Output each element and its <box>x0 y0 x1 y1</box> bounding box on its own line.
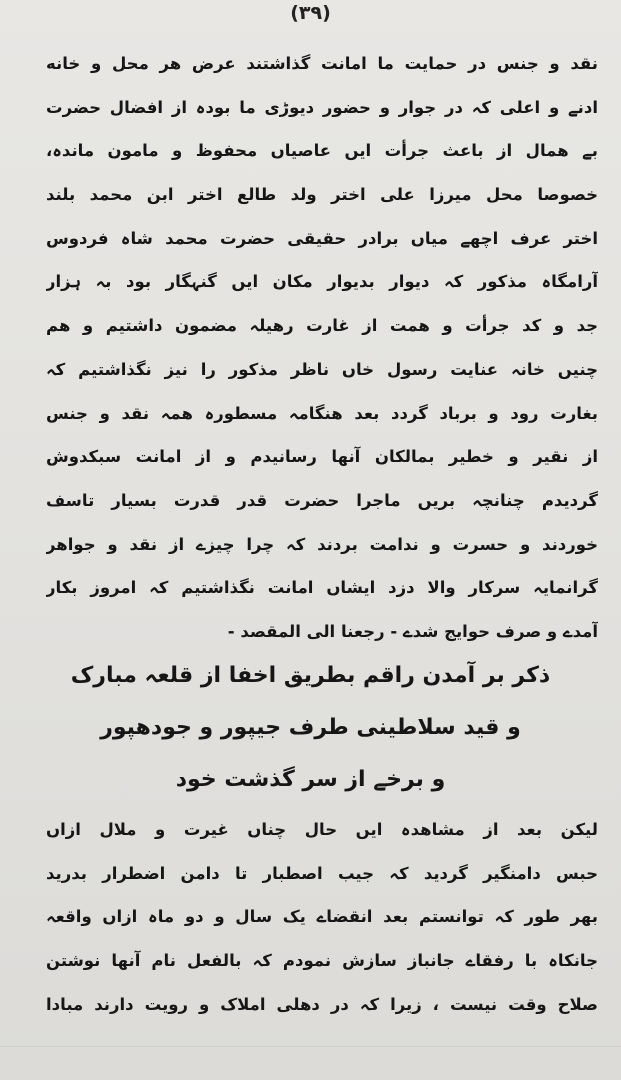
text-line: صلاح وقت نیست ، زیرا کہ در دهلی املاک و رویت دارند مبادا <box>46 994 598 1014</box>
text-line: از نقیر و خطیر بمالکان آنها رسانیدم و از امانت سبکدوش <box>46 447 598 467</box>
chapter-heading <box>0 650 621 806</box>
text-line: لیکن بعد از مشاهدہ ایں حال چناں غیرت و ملال ازاں <box>46 820 598 839</box>
text-line: گرانمایہ سرکار والا دزد ایشاں امانت نگذاشتیم کہ امروز بکار <box>46 578 598 598</box>
heading-line: ذکر بر آمدن راقم بطریق اخفا از قلعہ مبارک <box>70 663 551 688</box>
text-line: بغارت رود و برباد گردد بعد هنگامہ مسطورہ همہ نقد و جنس <box>46 403 598 423</box>
text-line: خصوصا محل میرزا علی اختر ولد طالع اختر ابن محمد بلند <box>46 185 598 205</box>
text-line: نقد و جنس در حمایت ما امانت گذاشتند عرض هر محل و خانه <box>46 54 598 73</box>
paragraph-1 <box>46 42 598 654</box>
text-line: اختر عرف اچھے میاں برادر حقیقی حضرت محمد شاہ فردوس <box>46 228 598 248</box>
text-line: حبس دامنگیر گردید کہ جیب اصطبار تا دامن اضطرار بدرید <box>46 863 598 883</box>
text-line: ادنے و اعلی کہ در جوار و حضور دیوڑی ما بودہ از افضال حضرت <box>46 97 598 117</box>
scan-edge <box>0 1046 621 1047</box>
text-line: بهر طور کہ توانستم بعد انقضاے یک سال و دو ماہ ازاں واقعہ <box>46 907 598 927</box>
paragraph-2 <box>46 808 598 1026</box>
text-line: جانکاہ با رفقاے جانباز سازش نمودم کہ بالفعل نام آنها نوشتن <box>46 951 598 971</box>
text-line: آرامگاہ مذکور کہ دیوار بدیوار مکان ایں گنہگار بود بہ ہزار <box>46 272 598 292</box>
heading-line: و برخے از سر گذشت خود <box>175 767 446 792</box>
text-line: خوردند و حسرت و ندامت بردند کہ چرا چیزے از نقد و جواهر <box>46 534 598 554</box>
text-line: بے همال از باعث جرأت ایں عاصیاں محفوظ و مامون ماندہ، <box>46 141 598 161</box>
heading-line: و قید سلاطینی طرف جیپور و جودھپور <box>100 715 521 740</box>
text-line: جد و کد جرأت و همت از غارت رهیلہ مضمون داشتیم و هم <box>46 316 598 336</box>
text-line: آمدے و صرف حوایج شدے - رجعنا الی المقصد - <box>227 621 598 641</box>
text-line: چنیں خانہ عنایت رسول خاں ناظر مذکور را نیز نگذاشتیم کہ <box>46 359 598 379</box>
text-line: گردیدم چنانچہ بریں ماجرا حضرت قدر قدرت بسیار تاسف <box>46 490 598 510</box>
page-number: (۳۹) <box>290 2 331 24</box>
